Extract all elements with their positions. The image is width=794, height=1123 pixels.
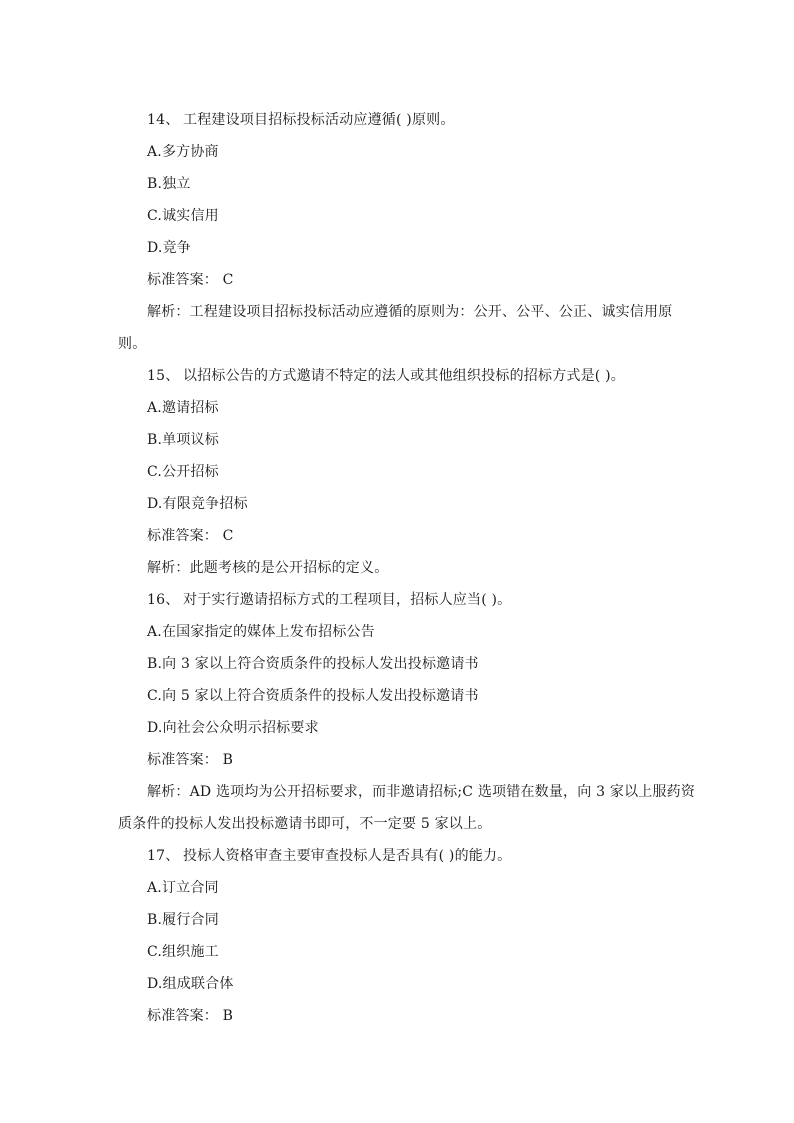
question-15-option-c: C.公开招标 [147, 464, 219, 480]
question-15-stem [147, 366, 625, 386]
question-17-option-a: A.订立合同 [147, 880, 219, 896]
question-17-answer: 标准答案： B [147, 1008, 234, 1024]
question-15-option-d: D.有限竞争招标 [147, 496, 248, 512]
question-17-option-c: C.组织施工 [147, 944, 219, 960]
question-text: 投标人资格审查主要审查投标人是否具有( )的能力。 [183, 848, 512, 864]
question-16-option-c: C.向 5 家以上符合资质条件的投标人发出投标邀请书 [147, 688, 479, 704]
question-text: 对于实行邀请招标方式的工程项目，招标人应当( )。 [183, 592, 512, 608]
question-14-option-d: D.竞争 [147, 240, 191, 256]
question-number: 15、 [147, 368, 180, 384]
question-16-answer: 标准答案： B [147, 752, 234, 768]
question-14-option-a: A.多方协商 [147, 144, 219, 160]
question-14-stem [147, 110, 455, 130]
question-15-option-a: A.邀请招标 [147, 400, 219, 416]
question-15-explanation: 解析：此题考核的是公开招标的定义。 [147, 560, 389, 576]
question-16-option-b: B.向 3 家以上符合资质条件的投标人发出投标邀请书 [147, 656, 479, 672]
question-14-explanation-cont: 则。 [118, 336, 147, 352]
question-number: 16、 [147, 592, 180, 608]
question-16-stem [147, 590, 511, 610]
question-17-option-d: D.组成联合体 [147, 976, 234, 992]
question-15-option-b: B.单项议标 [147, 432, 219, 448]
question-17-stem [147, 846, 511, 866]
question-17-option-b: B.履行合同 [147, 912, 219, 928]
question-16-explanation: 解析：AD 选项均为公开招标要求，而非邀请招标;C 选项错在数量，向 3 家以上服药资 [147, 784, 696, 800]
question-15-answer: 标准答案： C [147, 528, 234, 544]
question-14-answer: 标准答案： C [147, 272, 234, 288]
question-14-explanation: 解析：工程建设项目招标投标活动应遵循的原则为：公开、公平、公正、诚实信用原 [147, 304, 673, 320]
question-text: 以招标公告的方式邀请不特定的法人或其他组织投标的招标方式是( )。 [183, 368, 625, 384]
question-14-option-c: C.诚实信用 [147, 208, 219, 224]
question-14-option-b: B.独立 [147, 176, 191, 192]
question-16-option-d: D.向社会公众明示招标要求 [147, 720, 319, 736]
question-number: 17、 [147, 848, 180, 864]
question-16-explanation-cont: 质条件的投标人发出投标邀请书即可，不一定要 5 家以上。 [118, 816, 492, 832]
question-text: 工程建设项目招标投标活动应遵循( )原则。 [183, 112, 455, 128]
question-16-option-a: A.在国家指定的媒体上发布招标公告 [147, 624, 375, 640]
question-number: 14、 [147, 112, 180, 128]
